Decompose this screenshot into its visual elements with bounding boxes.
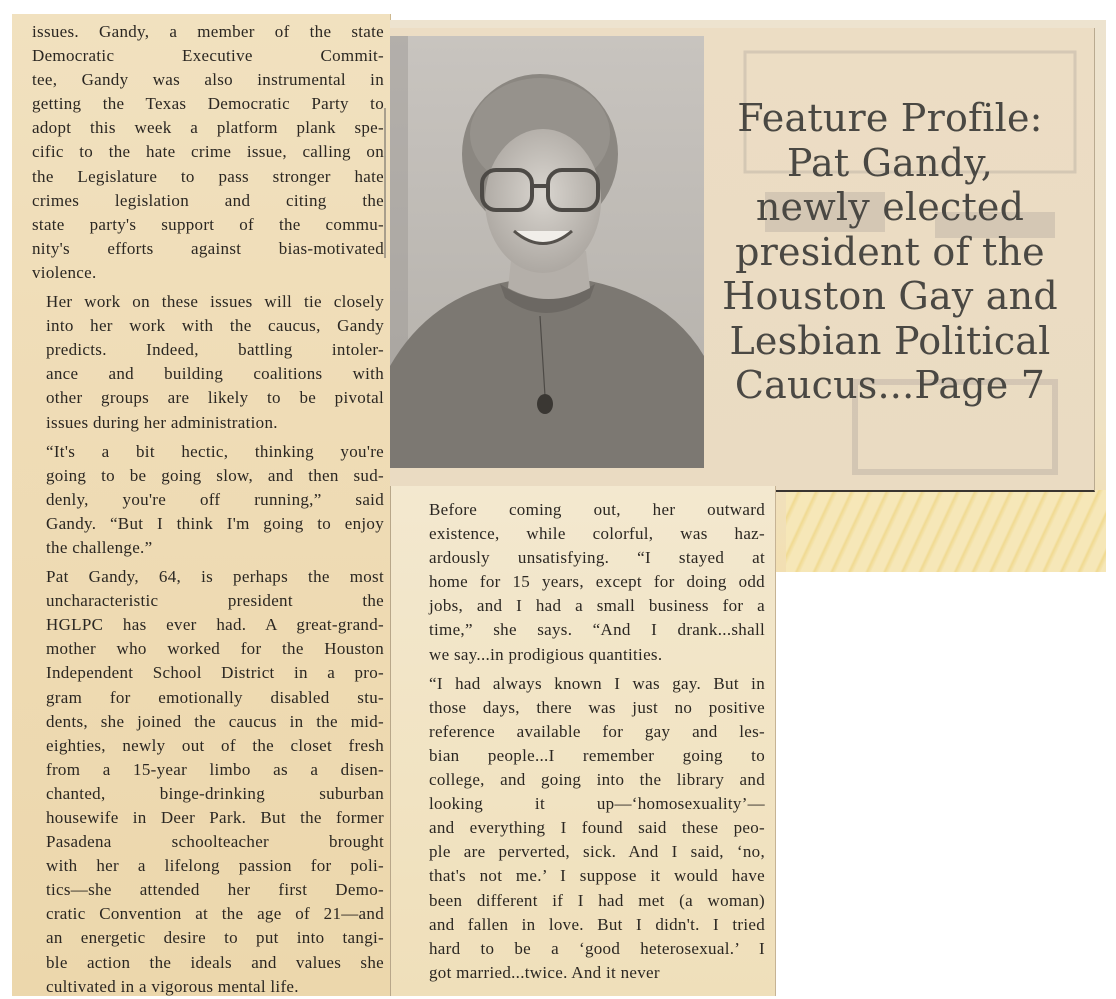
paper-stain (786, 490, 1106, 572)
article-paragraph (32, 440, 384, 560)
article-line: going to be going slow, and then sud- (46, 465, 384, 485)
article-line: been different if I had met (a woman) (429, 890, 765, 910)
article-line: reference available for gay and les- (429, 721, 765, 741)
article-line: denly, you're off running,” said (46, 489, 384, 509)
article-line: got married...twice. And it never (429, 962, 660, 982)
article-line: looking it up—‘homosexuality’— (429, 794, 765, 814)
article-paragraph (415, 498, 765, 667)
article-line: Before coming out, her outward (429, 500, 765, 519)
article-line: time,” she says. “And I drank...shall (429, 620, 765, 640)
article-line: adopt this week a platform plank spe- (32, 118, 384, 138)
article-paragraph (32, 565, 384, 999)
article-line: tics—she attended her first Demo- (46, 880, 384, 900)
article-paragraph (32, 290, 384, 435)
headline-line: president of the (735, 229, 1045, 274)
article-line: college, and going into the library and (429, 770, 765, 790)
article-line: that's not me.’ I suppose it would have (429, 866, 765, 886)
feature-headline (710, 96, 1070, 408)
article-line: into her work with the caucus, Gandy (46, 316, 384, 336)
article-line: home for 15 years, except for doing odd (429, 572, 765, 592)
article-line: “I had always known I was gay. But in (429, 673, 765, 693)
article-line: nity's efforts against bias-motivated (32, 238, 384, 258)
article-line: Independent School District in a pro- (46, 663, 384, 683)
article-line: chanted, binge-drinking suburban (46, 783, 384, 803)
article-line: other groups are likely to be pivotal (46, 388, 384, 408)
headline-line: newly elected (755, 185, 1025, 229)
article-line: ble action the ideals and values she (46, 952, 384, 972)
headline-line: Pat Gandy, (786, 140, 994, 185)
pencil-mark (384, 108, 386, 258)
article-line: uncharacteristic president the (46, 591, 384, 611)
article-line: existence, while colorful, was haz- (429, 524, 765, 544)
article-line: gram for emotionally disabled stu- (46, 687, 384, 707)
article-line: ple are perverted, sick. And I said, ‘no, (429, 842, 765, 862)
left-column-text (32, 20, 384, 999)
article-line: Pasadena schoolteacher brought (46, 832, 384, 852)
article-line: Pat Gandy, 64, is perhaps the most (46, 567, 384, 587)
article-line: Democratic Executive Commit- (32, 46, 384, 66)
article-line: dents, she joined the caucus in the mid- (46, 711, 384, 731)
article-line: cratic Convention at the age of 21—and (46, 904, 384, 924)
portrait-photo (390, 36, 704, 468)
portrait-drawing (390, 36, 704, 468)
article-paragraph (32, 20, 384, 285)
article-line: cultivated in a vigorous mental life. (46, 976, 299, 996)
article-line: issues during her administration. (46, 412, 278, 432)
article-line: predicts. Indeed, battling intoler- (46, 340, 384, 360)
article-line: the Legislature to pass stronger hate (32, 166, 384, 186)
headline-line: Lesbian Political (729, 318, 1051, 363)
article-line: state party's support of the commu- (32, 214, 384, 234)
article-line: the challenge.” (46, 537, 153, 557)
article-line: “It's a bit hectic, thinking you're (46, 441, 384, 461)
header-frame (390, 28, 1095, 492)
article-line: housewife in Deer Park. But the former (46, 808, 384, 827)
article-line: an energetic desire to put into tangi- (46, 928, 384, 948)
article-line: mother who worked for the Houston (46, 639, 384, 659)
article-line: jobs, and I had a small business for a (429, 596, 765, 616)
article-line: ardously unsatisfying. “I stayed at (429, 548, 765, 568)
article-line: from a 15-year limbo as a disen- (46, 759, 384, 779)
headline-line: Houston Gay and (722, 274, 1058, 318)
article-line: eighties, newly out of the closet fresh (46, 735, 384, 755)
article-line: and fallen in love. But I didn't. I tried (429, 914, 765, 934)
article-line: hard to be a ‘good heterosexual.’ I (429, 938, 765, 958)
left-column-clipping (12, 14, 390, 996)
article-line: and everything I found said these peo- (429, 818, 765, 838)
article-line: crimes legislation and citing the (32, 190, 384, 210)
article-line: tee, Gandy was also instrumental in (32, 70, 384, 90)
article-line: HGLPC has ever had. A great-grand- (46, 615, 384, 635)
article-line: Her work on these issues will tie closely (46, 292, 384, 312)
article-line: ance and building coalitions with (46, 364, 384, 384)
headline-line: Feature Profile: (737, 96, 1043, 140)
article-line: we say...in prodigious quantities. (429, 644, 663, 664)
article-line: Gandy. “But I think I'm going to enjoy (46, 513, 384, 533)
article-line: cific to the hate crime issue, calling on (32, 142, 384, 162)
article-paragraph (415, 672, 765, 985)
article-line: bian people...I remember going to (429, 745, 765, 765)
article-line: issues. Gandy, a member of the state (32, 22, 384, 41)
headline-line: Caucus...Page 7 (734, 363, 1046, 407)
article-line: with her a lifelong passion for poli- (46, 856, 384, 876)
article-line: those days, there was just no positive (429, 697, 765, 717)
article-line: getting the Texas Democratic Party to (32, 94, 384, 114)
center-column-text (415, 498, 765, 985)
center-column-clipping (390, 486, 776, 996)
article-line: violence. (32, 262, 97, 282)
